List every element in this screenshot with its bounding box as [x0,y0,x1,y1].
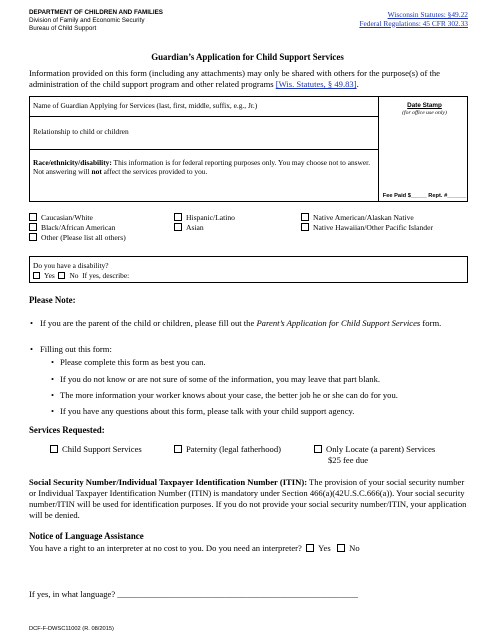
checkbox[interactable] [314,445,322,453]
parent-application-title: Parent’s Application for Child Support Services [256,318,421,328]
interpreter-question [29,543,360,554]
race-ethnicity-notice [33,158,373,176]
header-left [29,9,163,34]
checkbox[interactable] [174,213,182,221]
checkbox[interactable] [301,213,309,221]
ethnicity-option[interactable] [301,223,433,233]
note-sub-bullet: • If you do not know or are not sure of some of the information, you may leave that part blank. [60,374,470,385]
interpreter-text: You have a right to an interpreter at no cost to you. Do you need an interpreter? [29,543,302,553]
no-label: No [349,543,360,553]
services-heading: Services Requested: [29,425,105,435]
guardian-name-field[interactable] [33,101,377,110]
option-label: Child Support Services [62,444,142,454]
bullet-text-end: form. [420,318,442,328]
disability-no-checkbox[interactable] [58,272,65,279]
checkbox[interactable] [50,445,58,453]
service-child-support[interactable] [50,444,142,455]
ethnicity-option[interactable] [29,213,126,223]
statutes-link[interactable]: Wisconsin Statutes: §49.22 [387,10,468,19]
option-label: Hispanic/Latino [186,213,235,222]
note-sub-bullet: • If you have any questions about this form, please talk with your child support agency. [60,406,470,417]
race-label-not: not [91,167,102,176]
ethnicity-option[interactable] [301,213,433,223]
interpreter-yes-checkbox[interactable] [306,544,314,552]
option-label: Caucasian/White [41,213,93,222]
race-label-bold: Race/ethnicity/disability: [33,158,112,167]
row-divider [30,149,378,150]
date-stamp-subtitle: (for office use only) [402,110,447,116]
checkbox[interactable] [301,223,309,231]
checkbox[interactable] [29,233,37,241]
department-name: DEPARTMENT OF CHILDREN AND FAMILIES [29,9,163,16]
note-sub-bullet: • Please complete this form as best you can. [60,357,470,368]
ethnicity-option[interactable] [174,213,235,223]
option-label: Paternity (legal fatherhood) [186,444,281,454]
option-label: Black/African American [41,223,116,232]
no-label: No [69,271,79,280]
relationship-field[interactable] [33,127,377,136]
ethnicity-option[interactable] [29,223,126,233]
service-locate[interactable] [314,444,435,466]
option-label: Native American/Alaskan Native [313,213,414,222]
wis-statutes-link[interactable]: [Wis. Statutes, § 49.83] [275,79,357,89]
form-title: Guardian’s Application for Child Support Services [151,52,344,62]
checkbox[interactable] [174,445,182,453]
locate-fee: $25 fee due [328,455,369,465]
interpreter-no-checkbox[interactable] [337,544,345,552]
race-label-text-end: affect the services provided to you. [101,167,208,176]
ssn-notice [29,477,469,521]
ethnicity-option[interactable] [29,233,126,243]
language-heading: Notice of Language Assistance [29,531,144,541]
fee-paid-field[interactable]: Fee Paid $_____ Rept. #______ [382,193,467,199]
bureau-name: Bureau of Child Support [29,25,97,33]
guardian-name-label: Name of Guardian Applying for Services (last, first, middle, suffix, e.g., Jr.) [33,101,258,110]
ssn-heading: Social Security Number/Individual Taxpayer Identification Number (ITIN): [29,477,308,487]
regulations-link[interactable]: Federal Regulations: 45 CFR 302.33 [359,18,468,28]
disability-question: Do you have a disability? [33,261,109,270]
applicant-info-box [29,96,468,202]
ethnicity-option[interactable] [174,223,235,233]
note-sub-bullet: • The more information your worker knows about your case, the better job he or she can do for you. [60,390,470,401]
note-bullet-parent [40,318,468,329]
checkbox[interactable] [29,213,37,221]
option-label: Other (Please list all others) [41,233,126,242]
row-divider [30,116,378,117]
intro-text: Information provided on this form (including any attachments) may only be shared with others for the purpose(s) of the administration of the child support program and other related programs [29,68,440,89]
service-paternity[interactable] [174,444,281,455]
division-name: Division of Family and Economic Security [29,17,145,25]
disability-options [33,271,129,280]
please-note-heading: Please Note: [29,295,76,305]
describe-label: If yes, describe: [82,271,130,280]
disability-box [29,256,468,283]
race-label-text: This information is for federal reporting purposes only. You may choose not to answer. Not answering will [33,158,371,176]
header-right [359,11,468,28]
intro-paragraph [29,68,469,90]
relationship-label: Relationship to child or children [33,127,129,136]
date-stamp-title: Date Stamp [407,102,442,109]
note-bullet-filling: • Filling out this form: [40,344,468,355]
ethnicity-col-1 [29,213,126,243]
ethnicity-col-3 [301,213,433,233]
option-label: Only Locate (a parent) Services [326,444,436,454]
option-label: Native Hawaiian/Other Pacific Islander [313,223,433,232]
form-number: DCF-F-DWSC11002 (R. 08/2015) [29,626,114,632]
checkbox[interactable] [29,223,37,231]
option-label: Asian [186,223,204,232]
ssn-text: The provision of your social security number or Individual Taxpayer Identification Number (ITIN) is mandatory under Section 466(a)(42U.S.C.666(a)). Your social security number/ITIN will be used for identification purposes. If you do not provide your social security number/ITIN, your application will be denied. [29,477,467,520]
yes-label: Yes [318,543,331,553]
intro-end: . [356,79,359,89]
disability-yes-checkbox[interactable] [33,272,40,279]
checkbox[interactable] [174,223,182,231]
ethnicity-col-2 [174,213,235,233]
bullet-text: If you are the parent of the child or children, please fill out the [40,318,257,328]
yes-label: Yes [44,271,55,280]
interpreter-language-field[interactable]: If yes, in what language? ________________________________________________________ [29,589,358,599]
stamp-divider [378,97,379,201]
